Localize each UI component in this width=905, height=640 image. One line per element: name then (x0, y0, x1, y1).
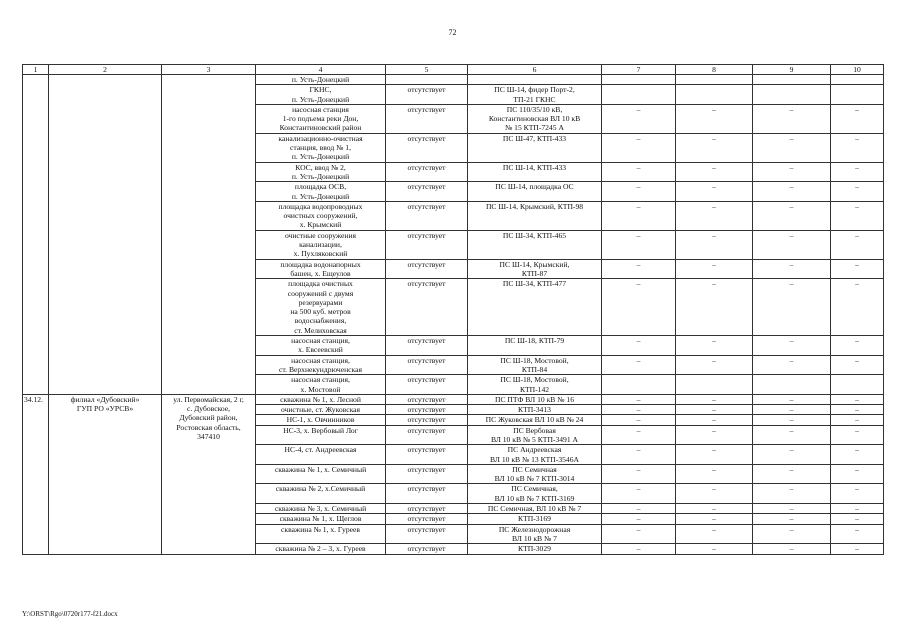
backup-source-cell: отсутствует (386, 405, 468, 415)
column-number-row (23, 65, 884, 75)
value-cell: – (831, 336, 884, 356)
value-cell: – (831, 524, 884, 544)
value-cell: – (676, 514, 753, 524)
value-cell: – (831, 259, 884, 279)
column-number: 2 (49, 65, 162, 75)
column-number: 8 (676, 65, 753, 75)
backup-source-cell: отсутствует (386, 279, 468, 336)
value-cell: – (676, 182, 753, 202)
value-cell: – (831, 425, 884, 445)
value-cell: – (753, 133, 831, 162)
value-cell: – (753, 182, 831, 202)
backup-source-cell: отсутствует (386, 445, 468, 465)
backup-source-cell: отсутствует (386, 375, 468, 395)
value-cell (831, 75, 884, 85)
value-cell: – (753, 544, 831, 554)
value-cell: – (753, 445, 831, 465)
facility-name-cell: очистные сооружения канализации, х. Пухляковский (256, 230, 386, 259)
power-source-cell: ПС Вербовая ВЛ 10 кВ № 5 КТП-3491 А (468, 425, 602, 445)
power-source-cell: ПС Железнодорожная ВЛ 10 кВ № 7 (468, 524, 602, 544)
value-cell: – (753, 104, 831, 133)
facility-name-cell: площадка очистных сооружений с двумя резервуарами на 500 куб. метров водоснабжения, ст. Мелиховская (256, 279, 386, 336)
backup-source-cell: отсутствует (386, 336, 468, 356)
value-cell: – (753, 524, 831, 544)
facility-name-cell: скважина № 1, х. Семичный (256, 464, 386, 484)
facility-name-cell: НС-1, х. Овчинников (256, 415, 386, 425)
value-cell: – (753, 464, 831, 484)
facility-name-cell: канализационно-очистная станция, ввод № 1, п. Усть-Донецкий (256, 133, 386, 162)
value-cell (831, 85, 884, 105)
column-number: 1 (23, 65, 49, 75)
value-cell (602, 75, 676, 85)
backup-source-cell: отсутствует (386, 504, 468, 514)
power-source-cell: ПС Ш-14, площадка ОС (468, 182, 602, 202)
backup-source-cell: отсутствует (386, 544, 468, 554)
footer-file-path: Y:\ORST\Rgo\0720r177-f21.docx (22, 610, 118, 618)
value-cell: – (831, 514, 884, 524)
backup-source-cell: отсутствует (386, 133, 468, 162)
facility-name-cell: п. Усть-Донецкий (256, 75, 386, 85)
power-source-cell: ПС Ш-47, КТП-433 (468, 133, 602, 162)
backup-source-cell: отсутствует (386, 484, 468, 504)
value-cell: – (831, 415, 884, 425)
value-cell: – (831, 504, 884, 514)
power-source-cell: КТП-3413 (468, 405, 602, 415)
row-number-cell: 34.12. (23, 394, 49, 554)
value-cell: – (602, 259, 676, 279)
value-cell: – (676, 355, 753, 375)
value-cell: – (831, 394, 884, 404)
value-cell: – (676, 415, 753, 425)
backup-source-cell: отсутствует (386, 182, 468, 202)
value-cell: – (753, 394, 831, 404)
table-body (23, 65, 884, 555)
row-number-cell (23, 75, 49, 395)
value-cell: – (676, 405, 753, 415)
backup-source-cell: отсутствует (386, 415, 468, 425)
value-cell: – (602, 133, 676, 162)
value-cell: – (676, 464, 753, 484)
column-number: 10 (831, 65, 884, 75)
power-source-cell: ПС Ш-18, Мостовой, КТП-142 (468, 375, 602, 395)
value-cell: – (753, 162, 831, 182)
column-number: 7 (602, 65, 676, 75)
value-cell: – (753, 201, 831, 230)
power-source-cell: ПС Семичная, ВЛ 10 кВ № 7 КТП-3169 (468, 484, 602, 504)
value-cell: – (676, 445, 753, 465)
value-cell: – (602, 162, 676, 182)
power-source-cell: ПС Андреевская ВЛ 10 кВ № 13 КТП-3546А (468, 445, 602, 465)
value-cell: – (676, 259, 753, 279)
value-cell: – (753, 355, 831, 375)
value-cell: – (602, 104, 676, 133)
backup-source-cell: отсутствует (386, 524, 468, 544)
facility-name-cell: КОС, ввод № 2, п. Усть-Донецкий (256, 162, 386, 182)
facility-name-cell: скважина № 3, х. Семичный (256, 504, 386, 514)
value-cell: – (676, 484, 753, 504)
value-cell: – (602, 230, 676, 259)
value-cell: – (753, 484, 831, 504)
value-cell (676, 375, 753, 395)
facility-name-cell: насосная станция 1-го подъема реки Дон, Константиновский район (256, 104, 386, 133)
value-cell: – (831, 464, 884, 484)
facility-name-cell: скважина № 1, х. Щеглов (256, 514, 386, 524)
value-cell: – (676, 201, 753, 230)
value-cell: – (602, 201, 676, 230)
backup-source-cell: отсутствует (386, 104, 468, 133)
backup-source-cell: отсутствует (386, 85, 468, 105)
value-cell (602, 375, 676, 395)
backup-source-cell: отсутствует (386, 514, 468, 524)
value-cell: – (602, 336, 676, 356)
value-cell (676, 75, 753, 85)
value-cell: – (602, 504, 676, 514)
facility-name-cell: скважина № 1, х. Лесной (256, 394, 386, 404)
value-cell: – (831, 201, 884, 230)
backup-source-cell (386, 75, 468, 85)
value-cell: – (602, 394, 676, 404)
value-cell: – (676, 162, 753, 182)
table-row (23, 394, 884, 404)
facility-name-cell: скважина № 2, х.Семичный (256, 484, 386, 504)
column-number: 6 (468, 65, 602, 75)
facility-name-cell: скважина № 1, х. Гуреев (256, 524, 386, 544)
value-cell: – (676, 230, 753, 259)
value-cell (753, 85, 831, 105)
value-cell: – (676, 104, 753, 133)
value-cell: – (831, 405, 884, 415)
value-cell: – (831, 104, 884, 133)
value-cell: – (602, 445, 676, 465)
backup-source-cell: отсутствует (386, 230, 468, 259)
column-number: 3 (162, 65, 256, 75)
facility-name-cell: площадка ОСВ, п. Усть-Донецкий (256, 182, 386, 202)
value-cell: – (831, 133, 884, 162)
value-cell: – (831, 484, 884, 504)
power-source-cell: ПС Ш-34, КТП-465 (468, 230, 602, 259)
data-table (22, 64, 884, 555)
value-cell (753, 75, 831, 85)
page-number: 72 (448, 28, 457, 37)
value-cell: – (831, 544, 884, 554)
value-cell: – (602, 415, 676, 425)
power-source-cell: ПС Ш-18, Мостовой, КТП-84 (468, 355, 602, 375)
power-source-cell: ПС Ш-18, КТП-79 (468, 336, 602, 356)
power-source-cell: ПС 110/35/10 кВ, Константиновская ВЛ 10 кВ № 15 КТП-7245 А (468, 104, 602, 133)
facility-name-cell: насосная станция, х. Мостовой (256, 375, 386, 395)
value-cell: – (753, 504, 831, 514)
table-row (23, 75, 884, 85)
facility-name-cell: скважина № 2 – 3, х. Гуреев (256, 544, 386, 554)
power-source-cell: КТП-3169 (468, 514, 602, 524)
power-source-cell: ПС ПТФ ВЛ 10 кВ № 16 (468, 394, 602, 404)
column-number: 9 (753, 65, 831, 75)
value-cell (676, 85, 753, 105)
power-source-cell (468, 75, 602, 85)
value-cell: – (602, 355, 676, 375)
value-cell: – (602, 544, 676, 554)
power-source-cell: КТП-3029 (468, 544, 602, 554)
value-cell: – (753, 336, 831, 356)
value-cell: – (676, 279, 753, 336)
value-cell: – (602, 405, 676, 415)
backup-source-cell: отсутствует (386, 259, 468, 279)
address-cell: ул. Первомайская, 2 г, с. Дубовское, Дубовский район, Ростовская область, 347410 (162, 394, 256, 554)
value-cell: – (753, 415, 831, 425)
value-cell: – (602, 524, 676, 544)
backup-source-cell: отсутствует (386, 394, 468, 404)
value-cell: – (676, 336, 753, 356)
value-cell: – (602, 484, 676, 504)
facility-name-cell: НС-4, ст. Андреевская (256, 445, 386, 465)
value-cell: – (831, 355, 884, 375)
value-cell: – (753, 425, 831, 445)
value-cell (602, 85, 676, 105)
value-cell: – (831, 445, 884, 465)
power-source-cell: ПС Ш-14, Крымский, КТП-87 (468, 259, 602, 279)
value-cell: – (602, 425, 676, 445)
value-cell: – (753, 279, 831, 336)
address-cell (162, 75, 256, 395)
value-cell: – (831, 182, 884, 202)
value-cell: – (831, 279, 884, 336)
backup-source-cell: отсутствует (386, 425, 468, 445)
value-cell: – (676, 544, 753, 554)
facility-name-cell: ГКНС, п. Усть-Донецкий (256, 85, 386, 105)
value-cell: – (676, 504, 753, 514)
power-source-cell: ПС Ш-14, фидер Порт-2, ТП-21 ГКНС (468, 85, 602, 105)
facility-name-cell: очистные, ст. Жуковская (256, 405, 386, 415)
organization-cell (49, 75, 162, 395)
backup-source-cell: отсутствует (386, 201, 468, 230)
power-source-cell: ПС Ш-14, КТП-433 (468, 162, 602, 182)
facility-name-cell: площадка водопроводных очистных сооружений, х. Крымский (256, 201, 386, 230)
facility-name-cell: НС-3, х. Вербовый Лог (256, 425, 386, 445)
power-source-cell: ПС Жуковская ВЛ 10 кВ № 24 (468, 415, 602, 425)
backup-source-cell: отсутствует (386, 355, 468, 375)
value-cell: – (602, 514, 676, 524)
value-cell: – (676, 133, 753, 162)
value-cell: – (753, 405, 831, 415)
backup-source-cell: отсутствует (386, 162, 468, 182)
value-cell (753, 375, 831, 395)
value-cell: – (602, 182, 676, 202)
power-source-cell: ПС Ш-34, КТП-477 (468, 279, 602, 336)
backup-source-cell: отсутствует (386, 464, 468, 484)
facility-name-cell: площадка водонапорных башен, х. Ещеулов (256, 259, 386, 279)
power-source-cell: ПС Семичная, ВЛ 10 кВ № 7 (468, 504, 602, 514)
value-cell: – (676, 425, 753, 445)
facility-name-cell: насосная станция, ст. Верхнекундрюченская (256, 355, 386, 375)
column-number: 4 (256, 65, 386, 75)
value-cell: – (831, 230, 884, 259)
value-cell: – (753, 259, 831, 279)
value-cell: – (602, 279, 676, 336)
power-source-cell: ПС Семичная ВЛ 10 кВ № 7 КТП-3014 (468, 464, 602, 484)
facility-name-cell: насосная станция, х. Евсеевский (256, 336, 386, 356)
value-cell: – (753, 514, 831, 524)
value-cell (831, 375, 884, 395)
column-number: 5 (386, 65, 468, 75)
power-source-cell: ПС Ш-14, Крымский, КТП-98 (468, 201, 602, 230)
value-cell: – (676, 524, 753, 544)
organization-cell: филиал «Дубовский» ГУП РО «УРСВ» (49, 394, 162, 554)
value-cell: – (831, 162, 884, 182)
value-cell: – (602, 464, 676, 484)
value-cell: – (676, 394, 753, 404)
value-cell: – (753, 230, 831, 259)
